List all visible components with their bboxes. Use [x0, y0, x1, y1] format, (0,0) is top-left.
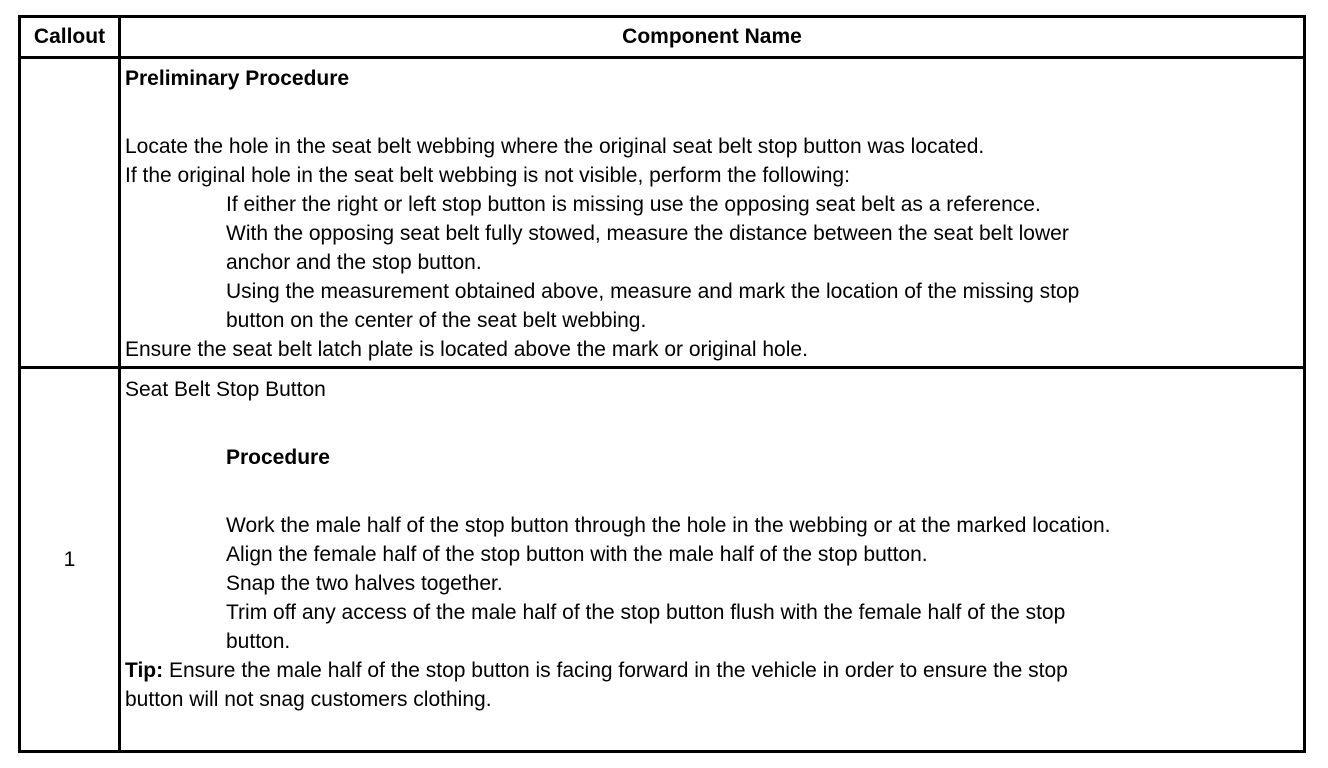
- preliminary-step: Locate the hole in the seat belt webbing where the original seat belt stop button was located.: [125, 135, 985, 158]
- preliminary-title: Preliminary Procedure: [125, 67, 350, 90]
- item-1-step: Trim off any access of the male half of the stop button flush with the female half of the stop: [226, 601, 1066, 624]
- preliminary-substep: Using the measurement obtained above, measure and mark the location of the missing stop: [226, 280, 1080, 303]
- column-divider: [118, 59, 121, 366]
- header-callout: Callout: [33, 25, 106, 48]
- column-divider: [118, 369, 121, 750]
- preliminary-final-step: Ensure the seat belt latch plate is located above the mark or original hole.: [125, 338, 808, 361]
- table-row-preliminary: [21, 59, 1303, 369]
- spacer: [125, 93, 1297, 132]
- preliminary-step: If the original hole in the seat belt webbing is not visible, perform the following:: [125, 164, 850, 187]
- table-row-item-1: [21, 369, 1303, 750]
- spacer: [125, 472, 1297, 511]
- item-1-name: Seat Belt Stop Button: [125, 378, 326, 401]
- item-1-step: Snap the two halves together.: [226, 572, 503, 595]
- preliminary-callout: [21, 59, 118, 366]
- item-1-step: Work the male half of the stop button through the hole in the webbing or at the marked location.: [226, 514, 1111, 537]
- item-1-procedure-title: Procedure: [226, 446, 330, 469]
- procedure-table: [18, 15, 1306, 753]
- tip-label: Tip:: [125, 659, 164, 682]
- spacer: [125, 404, 1297, 443]
- item-1-step: Align the female half of the stop button with the male half of the stop button.: [226, 543, 928, 566]
- tip-text: Ensure the male half of the stop button is facing forward in the vehicle in order to ensure the stop: [163, 659, 1068, 682]
- item-1-callout: 1: [63, 547, 76, 571]
- item-1-step: button.: [226, 630, 291, 653]
- preliminary-substep: anchor and the stop button.: [226, 251, 482, 274]
- preliminary-substep: With the opposing seat belt fully stowed, measure the distance between the seat belt lower: [226, 222, 1069, 245]
- preliminary-substep: button on the center of the seat belt webbing.: [226, 309, 647, 332]
- item-1-tip-continued: button will not snag customers clothing.: [125, 688, 492, 711]
- preliminary-substep: If either the right or left stop button is missing use the opposing seat belt as a reference.: [226, 193, 1041, 216]
- table-header-row: [21, 18, 1303, 59]
- header-component-name: Component Name: [622, 25, 802, 48]
- preliminary-body: [125, 64, 1297, 364]
- item-1-tip: [125, 656, 1297, 685]
- item-1-body: [125, 375, 1297, 714]
